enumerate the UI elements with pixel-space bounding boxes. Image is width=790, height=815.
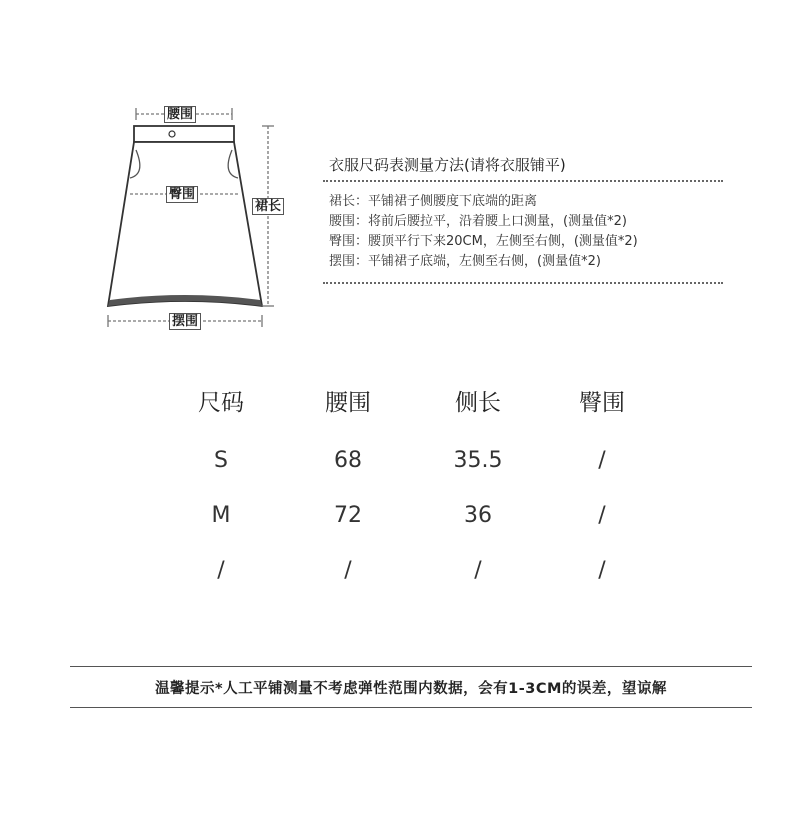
tip-text: 温馨提示*人工平铺测量不考虑弹性范围内数据，会有1-3CM的误差，望谅解 [155,680,667,697]
cell-side-length: 35.5 [453,448,503,473]
cell-side-length: 36 [464,503,492,528]
cell-waist: 72 [334,503,362,528]
dotted-divider-bottom [323,282,723,284]
hem-label: 摆围 [169,313,201,330]
length-label: 裙长 [252,198,284,215]
hip-label: 臀围 [166,186,198,203]
table-row [0,558,790,598]
method-list [323,182,723,282]
cell-size: / [217,558,225,583]
cell-hip: / [598,558,606,583]
method-item-hem: 摆围：平铺裙子底端，左侧至右侧，(测量值*2) [329,254,601,269]
cell-waist: 68 [334,448,362,473]
table-row [0,448,790,488]
measurement-method [323,150,723,284]
skirt-diagram [0,0,300,340]
tip-banner [70,666,752,708]
header-waist: 腰围 [325,390,371,416]
skirt-illustration [0,0,300,340]
method-item-hip: 臀围：腰顶平行下来20CM，左侧至右侧，(测量值*2) [329,234,638,249]
table-header [0,384,790,424]
cell-size: S [214,448,228,473]
table-row [0,503,790,543]
cell-size: M [211,503,231,528]
header-hip: 臀围 [579,390,625,416]
cell-hip: / [598,503,606,528]
method-item-waist: 腰围：将前后腰拉平，沿着腰上口测量，(测量值*2) [329,214,627,229]
header-side-length: 侧长 [455,390,501,416]
method-title: 衣服尺码表测量方法(请将衣服铺平) [329,156,566,174]
header-size: 尺码 [198,390,244,416]
waist-label: 腰围 [164,106,196,123]
method-item-length: 裙长：平铺裙子侧腰度下底端的距离 [329,194,538,209]
cell-side-length: / [474,558,482,583]
cell-hip: / [598,448,606,473]
cell-waist: / [344,558,352,583]
